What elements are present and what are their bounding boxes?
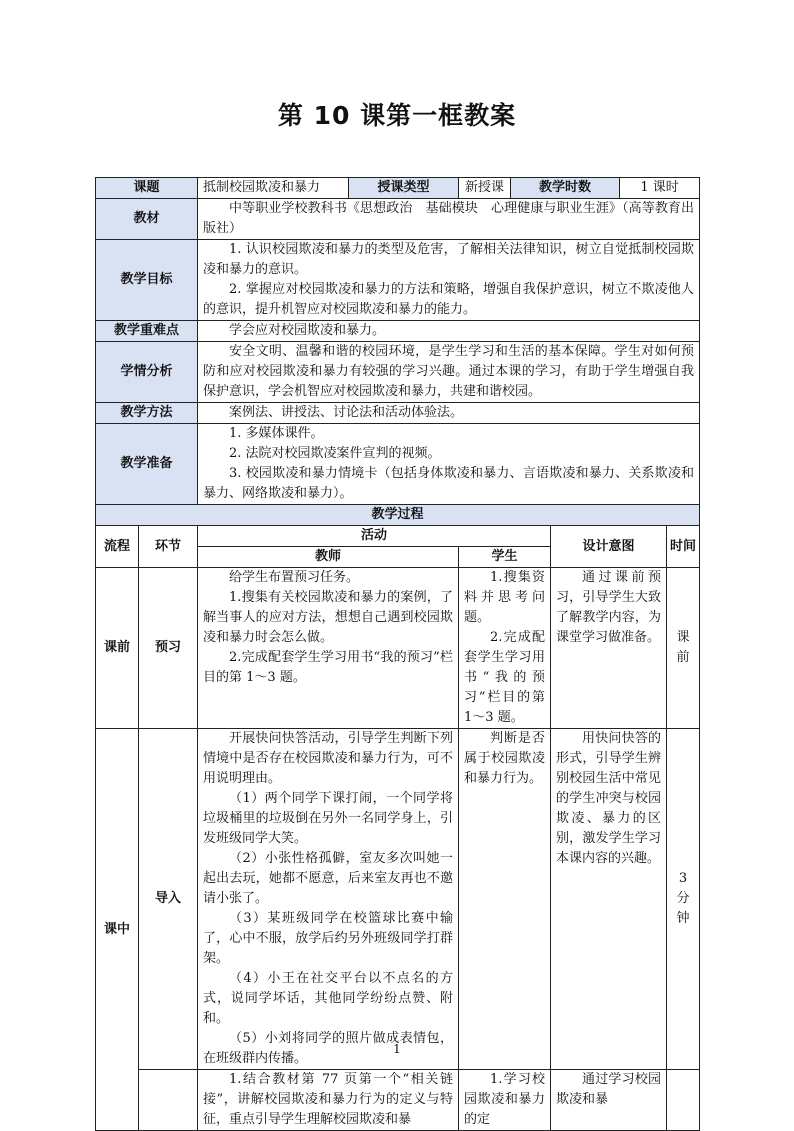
methods-label: 教学方法	[96, 403, 198, 424]
analysis-text: 安全文明、温馨和谐的校园环境，是学生学习和生活的基本保障。学生对如何预防和应对校园欺凌和暴力有较强的学习兴趣。通过本课的学习，有助于学生增强自我保护意识，学会机智应对校园欺凌和暴力，共建和谐校园。	[203, 344, 695, 399]
col-flow: 流程	[96, 526, 139, 568]
teacher-text: 开展快问快答活动，引导学生判断下列情境中是否存在校园欺凌和暴力行为，可不用说明理由。	[203, 731, 454, 786]
course-label: 课题	[96, 178, 198, 199]
hours-value: 1 课时	[620, 178, 700, 199]
intent-text: 通过课前预习，引导学生大致了解教学内容，为课堂学习做准备。	[556, 570, 662, 645]
teacher-text: 1.搜集有关校园欺凌和暴力的案例，了解当事人的应对方法，想想自己遇到校园欺凌和暴力时会怎么做。	[203, 590, 454, 645]
analysis-label: 学情分析	[96, 342, 198, 403]
teacher-text: （4）小王在社交平台以不点名的方式，说同学坏话，其他同学纷纷点赞、附和。	[203, 971, 454, 1026]
teacher-text: 2.完成配套学生学习用书“我的预习”栏目的第 1～3 题。	[203, 650, 454, 685]
teacher-text: （5）小刘将同学的照片做成表情包，在班级群内传播。	[203, 1031, 454, 1066]
key-points-label: 教学重难点	[96, 321, 198, 342]
prep-item: 2. 法院对校园欺凌案件宣判的视频。	[229, 446, 441, 461]
flow-pre: 课前	[96, 568, 139, 729]
process-title: 教学过程	[96, 505, 700, 526]
time-value: 3分钟	[667, 729, 700, 1070]
teacher-text: （2）小张性格孤僻，室友多次叫她一起出去玩，她都不愿意，后来室友再也不邀请小张了。	[203, 851, 454, 906]
teacher-text: 给学生布置预习任务。	[229, 570, 360, 585]
goals-label: 教学目标	[96, 240, 198, 321]
flow-in: 课中	[96, 729, 139, 1131]
step-intro: 导入	[139, 729, 198, 1070]
methods-text: 案例法、讲授法、讨论法和活动体验法。	[229, 405, 464, 420]
student-text: 1.搜集资料并思考问题。	[464, 570, 546, 625]
prep-label: 教学准备	[96, 424, 198, 505]
col-intent: 设计意图	[551, 526, 667, 568]
page-title: 第 10 课第一框教案	[277, 101, 517, 130]
prep-item: 1. 多媒体课件。	[229, 426, 324, 441]
intent-text: 通过学习校园欺凌和暴	[556, 1072, 662, 1107]
goal-item: 1. 认识校园欺凌和暴力的类型及危害，了解相关法律知识，树立自觉抵制校园欺凌和暴力的意识。	[203, 242, 695, 277]
course-value: 抵制校园欺凌和暴力	[198, 178, 349, 199]
teacher-text: （1）两个同学下课打闹，一个同学将垃圾桶里的垃圾倒在另外一名同学身上，引发班级同学大笑。	[203, 791, 454, 846]
goal-item: 2. 掌握应对校园欺凌和暴力的方法和策略，增强自我保护意识，树立不欺凌他人的意识，提升机智应对校园欺凌和暴力的能力。	[203, 282, 695, 317]
prep-item: 3. 校园欺凌和暴力情境卡（包括身体欺凌和暴力、言语欺凌和暴力、关系欺凌和暴力、网络欺凌和暴力）。	[203, 466, 695, 501]
col-teacher: 教师	[198, 547, 459, 568]
student-text: 1.学习校园欺凌和暴力的定	[464, 1072, 546, 1127]
col-step: 环节	[139, 526, 198, 568]
page-number: 1	[393, 1042, 401, 1056]
student-text: 2.完成配套学生学习用书“我的预习”栏目的第 1～3 题。	[464, 630, 546, 725]
time-value: 课前	[667, 568, 700, 729]
key-points-text: 学会应对校园欺凌和暴力。	[229, 323, 386, 338]
col-time: 时间	[667, 526, 700, 568]
col-activity: 活动	[198, 526, 551, 547]
lesson-plan-table	[95, 177, 700, 1131]
material-label: 教材	[96, 199, 198, 240]
type-value: 新授课	[459, 178, 511, 199]
teacher-text: 1.结合教材第 77 页第一个“相关链接”，讲解校园欺凌和暴力行为的定义与特征，重点引导学生理解校园欺凌和暴	[203, 1072, 454, 1127]
intent-text: 用快问快答的形式，引导学生辨别校园生活中常见的学生冲突与校园欺凌、暴力的区别，激发学生学习本课内容的兴趣。	[556, 731, 662, 866]
material-text: 中等职业学校教科书《思想政治 基础模块 心理健康与职业生涯》（高等教育出版社）	[203, 201, 695, 236]
col-student: 学生	[459, 547, 551, 568]
student-text: 判断是否属于校园欺凌和暴力行为。	[464, 731, 546, 786]
hours-label: 教学时数	[511, 178, 620, 199]
type-label: 授课类型	[349, 178, 459, 199]
step-preview: 预习	[139, 568, 198, 729]
teacher-text: （3）某班级同学在校篮球比赛中输了，心中不服，放学后约另外班级同学打群架。	[203, 911, 454, 966]
